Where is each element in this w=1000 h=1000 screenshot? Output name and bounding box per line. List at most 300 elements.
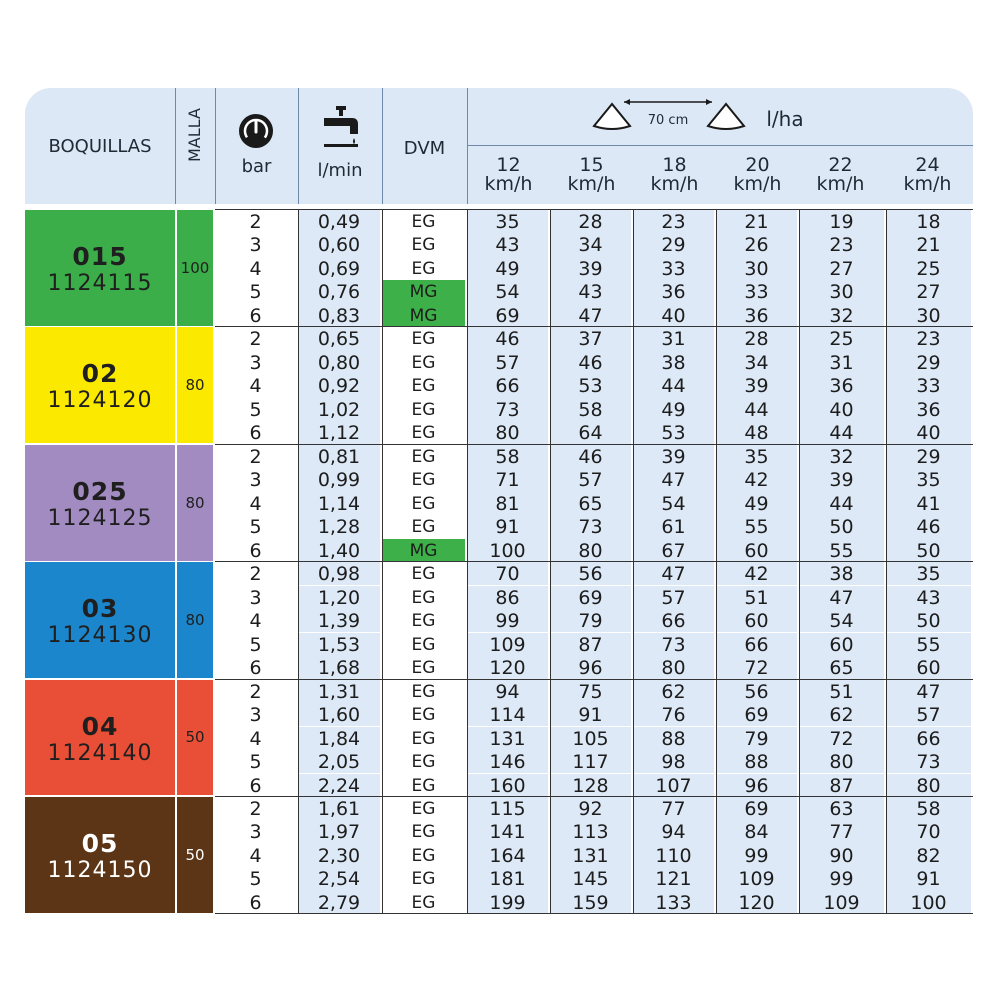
rate-cell: 40	[633, 304, 714, 327]
flow-cell: 0,92	[298, 374, 380, 397]
pressure-cell: 6	[249, 304, 262, 327]
table-row	[215, 703, 973, 726]
rate-cell: 21	[886, 233, 971, 256]
header-divider	[298, 88, 299, 204]
flow-cell: 0,80	[298, 351, 380, 374]
rate-cell: 121	[633, 867, 714, 890]
nozzle-reference: 1124120	[47, 388, 153, 414]
rate-cell: 35	[716, 445, 797, 468]
pressure-cell: 2	[249, 798, 262, 820]
table-row	[215, 445, 973, 468]
pressure-cell: 2	[249, 680, 262, 703]
rate-cell: 145	[550, 867, 631, 890]
rate-cell: 33	[633, 257, 714, 280]
dvm-cell: EG	[411, 845, 436, 866]
rate-cell: 28	[716, 327, 797, 350]
flow-cell: 2,79	[298, 891, 380, 914]
rate-cell: 50	[886, 539, 971, 562]
rate-cell: 55	[886, 633, 971, 656]
pressure-cell: 3	[249, 821, 262, 844]
flow-cell: 0,60	[298, 233, 380, 256]
rate-cell: 164	[467, 844, 548, 867]
nozzle-code: 03	[81, 594, 119, 624]
pressure-cell: 4	[249, 610, 262, 633]
pressure-gauge-icon	[237, 112, 275, 150]
flow-cell: 2,54	[298, 867, 380, 890]
rate-cell: 56	[716, 680, 797, 703]
table-row	[215, 351, 973, 374]
rate-cell: 120	[467, 656, 548, 679]
dvm-header: DVM	[403, 138, 446, 159]
table-row	[215, 421, 973, 444]
table-row	[215, 492, 973, 515]
nozzle-reference: 1124125	[47, 505, 153, 531]
rate-cell: 66	[633, 609, 714, 632]
rate-cell: 128	[550, 774, 631, 797]
nozzle-code: 015	[72, 242, 128, 271]
rate-cell: 49	[716, 492, 797, 515]
nozzle-code: 04	[81, 711, 119, 741]
flow-cell: 1,31	[298, 680, 380, 703]
table-top-line	[215, 209, 973, 210]
flow-cell: 1,53	[298, 633, 380, 656]
dvm-cell: EG	[411, 446, 436, 467]
rate-cell: 29	[886, 445, 971, 468]
flow-cell: 1,40	[298, 539, 380, 562]
rate-cell: 81	[467, 492, 548, 515]
rate-cell: 96	[716, 774, 797, 797]
mesh-value: 80	[185, 376, 205, 395]
pressure-cell: 5	[249, 281, 262, 304]
dvm-cell: EG	[411, 517, 436, 538]
rate-cell: 58	[467, 445, 548, 468]
table-row	[215, 374, 973, 397]
rate-cell: 55	[716, 515, 797, 538]
rate-cell: 35	[886, 562, 971, 585]
rate-cell: 64	[550, 421, 631, 444]
rate-cell: 30	[716, 257, 797, 280]
column-divider	[550, 210, 551, 914]
rate-cell: 73	[633, 633, 714, 656]
rate-cell: 27	[886, 280, 971, 303]
rate-cell: 73	[467, 398, 548, 421]
table-row	[215, 820, 973, 843]
rate-cell: 141	[467, 820, 548, 843]
pressure-cell: 3	[249, 469, 262, 492]
rate-cell: 96	[550, 656, 631, 679]
rate-cell: 25	[886, 257, 971, 280]
nozzle-code: 05	[81, 829, 119, 858]
pressure-cell: 5	[249, 751, 262, 774]
rate-cell: 57	[467, 351, 548, 374]
rate-cell: 33	[886, 374, 971, 397]
flow-cell: 2,05	[298, 750, 380, 773]
group-divider	[215, 561, 973, 562]
rate-cell: 57	[550, 468, 631, 491]
dvm-cell: MG	[382, 539, 465, 562]
rate-cell: 107	[633, 774, 714, 797]
rate-cell: 60	[716, 609, 797, 632]
dvm-cell: EG	[411, 352, 436, 373]
rate-cell: 54	[633, 492, 714, 515]
rate-cell: 30	[886, 304, 971, 327]
rate-cell: 72	[799, 727, 884, 750]
flow-unit: l/min	[317, 160, 363, 181]
rate-cell: 92	[550, 797, 631, 820]
column-divider	[886, 210, 887, 914]
rate-cell: 79	[550, 609, 631, 632]
rate-cell: 87	[799, 774, 884, 797]
rate-cell: 58	[886, 797, 971, 820]
rate-cell: 90	[799, 844, 884, 867]
rate-cell: 65	[799, 656, 884, 679]
column-divider	[799, 210, 800, 914]
rate-cell: 39	[550, 257, 631, 280]
rate-cell: 50	[886, 609, 971, 632]
pressure-cell: 4	[249, 375, 262, 398]
pressure-cell: 5	[249, 516, 262, 539]
dvm-cell: EG	[411, 235, 436, 256]
rate-cell: 117	[550, 750, 631, 773]
rate-cell: 46	[467, 327, 548, 350]
flow-cell: 0,76	[298, 280, 380, 303]
group-divider	[215, 326, 973, 327]
rate-cell: 73	[886, 750, 971, 773]
table-row	[215, 586, 973, 609]
rate-cell: 32	[799, 304, 884, 327]
rate-cell: 94	[467, 680, 548, 703]
rate-cell: 77	[633, 797, 714, 820]
rate-cell: 87	[550, 633, 631, 656]
table-row	[215, 633, 973, 656]
nozzle-reference: 1124130	[47, 623, 153, 649]
pressure-cell: 3	[249, 586, 262, 609]
dvm-cell: EG	[411, 399, 436, 420]
nozzle-code: 02	[81, 359, 119, 389]
flow-cell: 0,99	[298, 468, 380, 491]
table-row	[215, 797, 973, 820]
rate-cell: 114	[467, 703, 548, 726]
dvm-cell: EG	[411, 329, 436, 350]
dvm-cell: EG	[411, 869, 436, 890]
rate-cell: 113	[550, 820, 631, 843]
pressure-cell: 2	[249, 328, 262, 351]
rate-cell: 43	[467, 233, 548, 256]
rate-cell: 31	[633, 327, 714, 350]
column-divider	[716, 210, 717, 914]
rate-cell: 60	[886, 656, 971, 679]
flow-cell: 1,20	[298, 586, 380, 609]
water-tap-icon	[322, 104, 360, 154]
table-row	[215, 539, 973, 562]
nozzle-reference: 1124115	[47, 271, 153, 296]
rate-cell: 36	[886, 398, 971, 421]
pressure-cell: 6	[249, 891, 262, 914]
rate-cell: 48	[716, 421, 797, 444]
rate-cell: 91	[886, 867, 971, 890]
flow-cell: 0,49	[298, 210, 380, 233]
rate-cell: 47	[799, 586, 884, 609]
rate-cell: 115	[467, 797, 548, 820]
rate-cell: 53	[633, 421, 714, 444]
rate-cell: 76	[633, 703, 714, 726]
nozzle-color-block	[25, 797, 175, 913]
rate-cell: 49	[467, 257, 548, 280]
rate-cell: 131	[550, 844, 631, 867]
rate-cell: 70	[886, 820, 971, 843]
pressure-cell: 3	[249, 351, 262, 374]
table-row	[215, 867, 973, 890]
rate-cell: 80	[799, 750, 884, 773]
dvm-cell: EG	[411, 775, 436, 796]
pressure-cell: 3	[249, 234, 262, 257]
spacing-label: 70 cm	[647, 113, 689, 128]
mesh-value: 50	[185, 845, 205, 864]
nozzle-color-block	[25, 562, 175, 678]
table-row	[215, 750, 973, 773]
rate-cell: 47	[633, 468, 714, 491]
rate-cell: 44	[799, 492, 884, 515]
rate-cell: 36	[716, 304, 797, 327]
rate-cell: 53	[550, 374, 631, 397]
group-divider	[215, 796, 973, 797]
dvm-cell: EG	[411, 493, 436, 514]
rate-cell: 146	[467, 750, 548, 773]
table-row	[215, 468, 973, 491]
nozzle-color-block	[25, 445, 175, 561]
dvm-cell: EG	[411, 564, 436, 585]
mesh-value: 50	[185, 728, 205, 747]
rate-cell: 39	[799, 468, 884, 491]
rate-cell: 80	[550, 539, 631, 562]
rate-cell: 36	[799, 374, 884, 397]
rate-cell: 133	[633, 891, 714, 914]
flow-cell: 0,98	[298, 562, 380, 585]
rate-cell: 40	[886, 421, 971, 444]
rate-cell: 70	[467, 562, 548, 585]
rate-cell: 60	[716, 539, 797, 562]
speed-header: 22 km/h	[816, 154, 865, 195]
rate-cell: 109	[467, 633, 548, 656]
dvm-cell: EG	[411, 658, 436, 679]
dvm-cell: EG	[411, 681, 436, 702]
table-row	[215, 280, 973, 303]
pressure-cell: 3	[249, 704, 262, 727]
rate-cell: 44	[799, 421, 884, 444]
rate-cell: 46	[550, 351, 631, 374]
rate-cell: 37	[550, 327, 631, 350]
dvm-cell: EG	[411, 470, 436, 491]
pressure-cell: 2	[249, 563, 262, 586]
table-row	[215, 562, 973, 585]
pressure-cell: 4	[249, 257, 262, 280]
dvm-cell: EG	[411, 752, 436, 773]
rate-cell: 47	[633, 562, 714, 585]
rate-cell: 35	[886, 468, 971, 491]
rate-cell: 66	[716, 633, 797, 656]
flow-cell: 1,84	[298, 727, 380, 750]
rate-cell: 44	[633, 374, 714, 397]
rate-cell: 63	[799, 797, 884, 820]
rate-cell: 69	[716, 797, 797, 820]
pressure-cell: 6	[249, 774, 262, 797]
flow-cell: 1,14	[298, 492, 380, 515]
dvm-cell: EG	[411, 258, 436, 279]
nozzle-color-block	[25, 680, 175, 796]
rate-cell: 55	[799, 539, 884, 562]
pressure-cell: 6	[249, 539, 262, 562]
table-row	[215, 210, 973, 233]
nozzles-header: BOQUILLAS	[48, 136, 152, 157]
flow-cell: 1,68	[298, 656, 380, 679]
mesh-value: 80	[185, 493, 205, 512]
flow-cell: 0,65	[298, 327, 380, 350]
rate-cell: 51	[799, 680, 884, 703]
rate-cell: 69	[716, 703, 797, 726]
rate-cell: 44	[716, 398, 797, 421]
dvm-cell: EG	[411, 423, 436, 444]
rate-cell: 80	[633, 656, 714, 679]
dvm-cell: EG	[411, 799, 436, 819]
pressure-cell: 4	[249, 727, 262, 750]
header-divider	[175, 88, 176, 204]
rate-cell: 26	[716, 233, 797, 256]
rate-cell: 66	[467, 374, 548, 397]
column-divider	[633, 210, 634, 914]
rate-cell: 94	[633, 820, 714, 843]
rate-cell: 67	[633, 539, 714, 562]
rate-cell: 40	[799, 398, 884, 421]
rate-cell: 88	[716, 750, 797, 773]
flow-cell: 1,61	[298, 797, 380, 820]
rate-cell: 65	[550, 492, 631, 515]
rate-cell: 60	[799, 633, 884, 656]
nozzle-reference: 1124140	[47, 740, 153, 766]
dvm-cell: EG	[411, 705, 436, 726]
rate-cell: 109	[799, 891, 884, 914]
flow-cell: 0,83	[298, 304, 380, 327]
rate-cell: 110	[633, 844, 714, 867]
rate-cell: 46	[550, 445, 631, 468]
flow-cell: 2,24	[298, 774, 380, 797]
rate-cell: 34	[716, 351, 797, 374]
column-divider	[298, 210, 299, 914]
rate-cell: 27	[799, 257, 884, 280]
rate-cell: 36	[633, 280, 714, 303]
rate-cell: 32	[799, 445, 884, 468]
table-row	[215, 233, 973, 256]
rate-cell: 25	[799, 327, 884, 350]
rate-cell: 160	[467, 774, 548, 797]
mesh-value: 80	[185, 610, 205, 629]
column-divider	[382, 210, 383, 914]
table-row	[215, 609, 973, 632]
flow-cell: 0,81	[298, 445, 380, 468]
dvm-cell: EG	[411, 822, 436, 843]
dvm-cell: EG	[411, 611, 436, 632]
table-row	[215, 774, 973, 797]
rate-cell: 47	[550, 304, 631, 327]
pressure-cell: 5	[249, 633, 262, 656]
nozzle-color-block	[25, 210, 175, 326]
rate-cell: 23	[799, 233, 884, 256]
rate-cell: 88	[633, 727, 714, 750]
rate-cell: 91	[467, 515, 548, 538]
rate-cell: 49	[633, 398, 714, 421]
table-row	[215, 727, 973, 750]
rate-cell: 54	[467, 280, 548, 303]
pressure-unit: bar	[241, 156, 272, 177]
speed-header: 12 km/h	[484, 154, 533, 195]
rate-cell: 28	[550, 210, 631, 233]
rate-cell: 38	[799, 562, 884, 585]
rate-cell: 109	[716, 867, 797, 890]
rate-cell: 42	[716, 468, 797, 491]
rate-cell: 31	[799, 351, 884, 374]
rate-cell: 69	[550, 586, 631, 609]
dvm-cell: MG	[382, 304, 465, 327]
dvm-cell: EG	[411, 587, 436, 608]
pressure-cell: 5	[249, 398, 262, 421]
rate-cell: 39	[716, 374, 797, 397]
mesh-header: MALLA	[185, 108, 204, 162]
rate-cell: 159	[550, 891, 631, 914]
rate-cell: 91	[550, 703, 631, 726]
rate-cell: 34	[550, 233, 631, 256]
rate-unit: l/ha	[766, 107, 804, 131]
pressure-cell: 4	[249, 844, 262, 867]
rate-cell: 199	[467, 891, 548, 914]
rate-cell: 57	[633, 586, 714, 609]
rate-cell: 66	[886, 727, 971, 750]
nozzle-code: 025	[72, 476, 128, 506]
header-divider	[215, 88, 216, 204]
flow-cell: 1,60	[298, 703, 380, 726]
dvm-cell: MG	[382, 280, 465, 303]
table-row	[215, 515, 973, 538]
rate-cell: 18	[886, 210, 971, 233]
table-row	[215, 257, 973, 280]
nozzle-reference: 1124150	[47, 858, 153, 883]
rate-cell: 98	[633, 750, 714, 773]
rate-cell: 181	[467, 867, 548, 890]
rate-cell: 100	[467, 539, 548, 562]
dvm-cell: EG	[411, 728, 436, 749]
rate-cell: 57	[886, 703, 971, 726]
rate-cell: 100	[886, 891, 971, 914]
speed-header: 20 km/h	[733, 154, 782, 195]
speed-header: 24 km/h	[903, 154, 952, 195]
rate-cell: 19	[799, 210, 884, 233]
rate-cell: 73	[550, 515, 631, 538]
rate-cell: 75	[550, 680, 631, 703]
rate-cell: 29	[633, 233, 714, 256]
pressure-cell: 2	[249, 211, 262, 233]
rate-cell: 77	[799, 820, 884, 843]
flow-cell: 1,97	[298, 820, 380, 843]
rate-cell: 82	[886, 844, 971, 867]
table-row	[215, 891, 973, 914]
flow-cell: 1,12	[298, 421, 380, 444]
rate-cell: 42	[716, 562, 797, 585]
rate-cell: 84	[716, 820, 797, 843]
flow-cell: 1,39	[298, 609, 380, 632]
pressure-cell: 6	[249, 422, 262, 445]
flow-cell: 1,02	[298, 398, 380, 421]
pressure-cell: 6	[249, 657, 262, 680]
table-row	[215, 844, 973, 867]
table-bottom-line	[215, 913, 973, 914]
